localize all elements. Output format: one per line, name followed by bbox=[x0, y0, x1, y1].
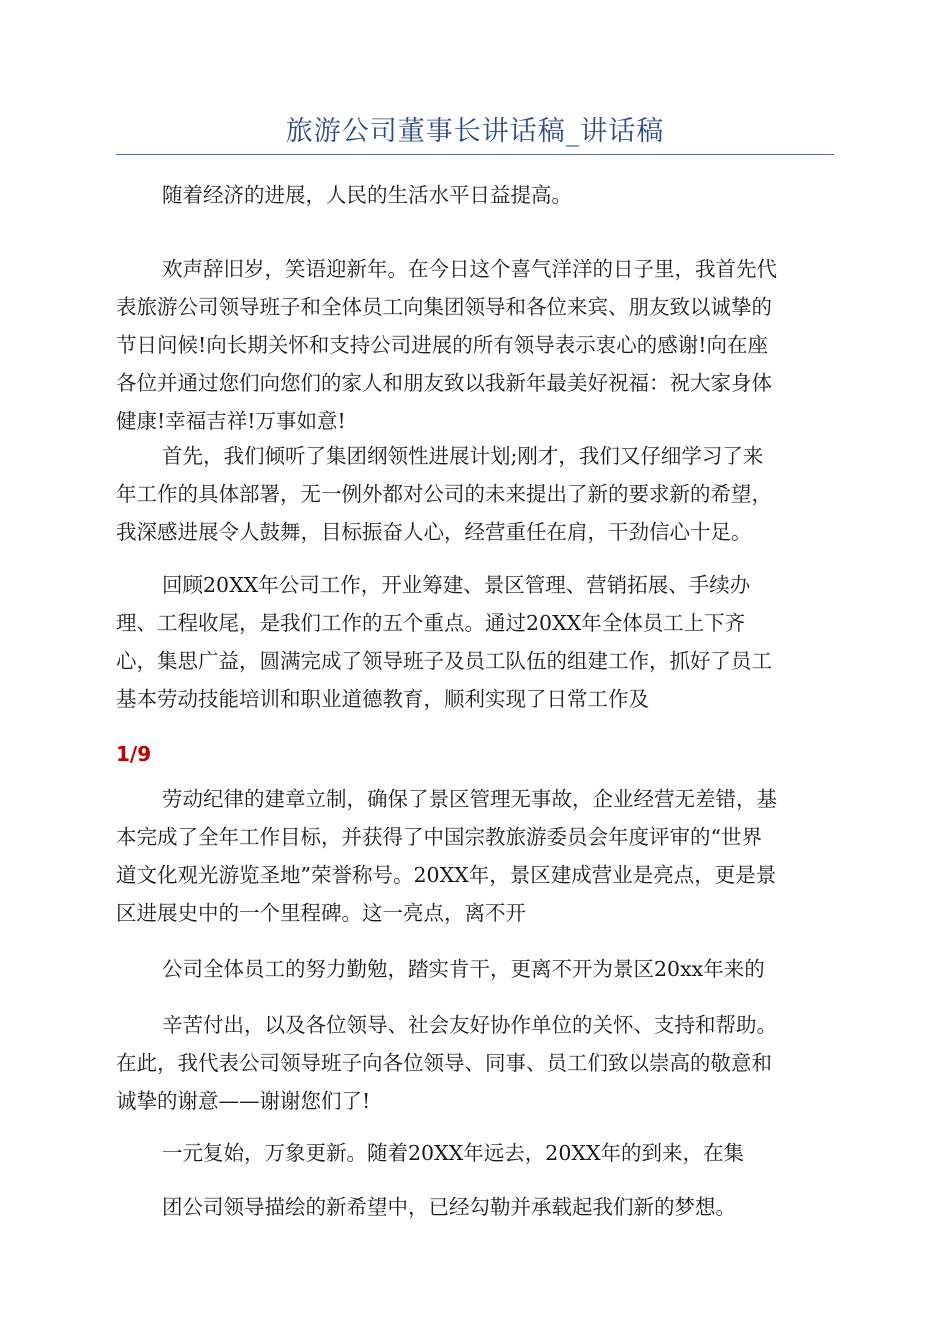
paragraph-line: 我深感进展令人鼓舞，目标振奋人心，经营重任在肩，干劲信心十足。 bbox=[116, 520, 752, 544]
paragraph-1 bbox=[116, 176, 836, 214]
paragraph-9 bbox=[116, 1188, 836, 1226]
paragraph-line: 辛苦付出，以及各位领导、社会友好协作单位的关怀、支持和帮助。 bbox=[162, 1013, 777, 1037]
paragraph-5 bbox=[116, 780, 836, 932]
paragraph-line: 在此，我代表公司领导班子向各位领导、同事、员工们致以崇高的敬意和 bbox=[116, 1051, 772, 1075]
paragraph-2 bbox=[116, 250, 836, 440]
paragraph-line: 首先，我们倾听了集团纲领性进展计划;刚才，我们又仔细学习了来 bbox=[162, 444, 764, 468]
paragraph-line: 基本劳动技能培训和职业道德教育，顺利实现了日常工作及 bbox=[116, 687, 649, 711]
title-underline bbox=[116, 154, 834, 155]
paragraph-line: 健康!幸福吉祥!万事如意! bbox=[116, 409, 346, 433]
paragraph-4 bbox=[116, 566, 836, 718]
paragraph-7 bbox=[116, 1006, 836, 1120]
paragraph-3 bbox=[116, 437, 836, 551]
paragraph-line: 回顾20XX年公司工作，开业筹建、景区管理、营销拓展、手续办 bbox=[162, 573, 751, 597]
page-number: 1/9 bbox=[116, 742, 152, 766]
paragraph-line: 各位并通过您们向您们的家人和朋友致以我新年最美好祝福：祝大家身体 bbox=[116, 371, 772, 395]
paragraph-line: 区进展史中的一个里程碑。这一亮点，离不开 bbox=[116, 901, 526, 925]
paragraph-line: 随着经济的进展，人民的生活水平日益提高。 bbox=[162, 183, 572, 207]
paragraph-line: 公司全体员工的努力勤勉，踏实肯干，更离不开为景区20xx年来的 bbox=[162, 957, 765, 981]
paragraph-line: 一元复始，万象更新。随着20XX年远去，20XX年的到来，在集 bbox=[162, 1141, 745, 1165]
document-title: 旅游公司董事长讲话稿_讲话稿 bbox=[285, 116, 665, 147]
paragraph-line: 心，集思广益，圆满完成了领导班子及员工队伍的组建工作，抓好了员工 bbox=[116, 649, 772, 673]
paragraph-6 bbox=[116, 950, 836, 988]
paragraph-line: 节日问候!向长期关怀和支持公司进展的所有领导表示衷心的感谢!向在座 bbox=[116, 333, 768, 357]
paragraph-line: 道文化观光游览圣地”荣誉称号。20XX年，景区建成营业是亮点，更是景 bbox=[116, 863, 777, 887]
paragraph-8 bbox=[116, 1134, 836, 1172]
paragraph-line: 欢声辞旧岁，笑语迎新年。在今日这个喜气洋洋的日子里，我首先代 bbox=[162, 257, 777, 281]
paragraph-line: 表旅游公司领导班子和全体员工向集团领导和各位来宾、朋友致以诚挚的 bbox=[116, 295, 772, 319]
paragraph-line: 团公司领导描绘的新希望中，已经勾勒并承载起我们新的梦想。 bbox=[162, 1195, 736, 1219]
paragraph-line: 年工作的具体部署，无一例外都对公司的未来提出了新的要求新的希望， bbox=[116, 482, 772, 506]
paragraph-line: 劳动纪律的建章立制，确保了景区管理无事故，企业经营无差错，基 bbox=[162, 787, 777, 811]
paragraph-line: 诚挚的谢意——谢谢您们了! bbox=[116, 1089, 371, 1113]
paragraph-line: 理、工程收尾，是我们工作的五个重点。通过20XX年全体员工上下齐 bbox=[116, 611, 746, 635]
paragraph-line: 本完成了全年工作目标，并获得了中国宗教旅游委员会年度评审的“世界 bbox=[116, 825, 762, 849]
